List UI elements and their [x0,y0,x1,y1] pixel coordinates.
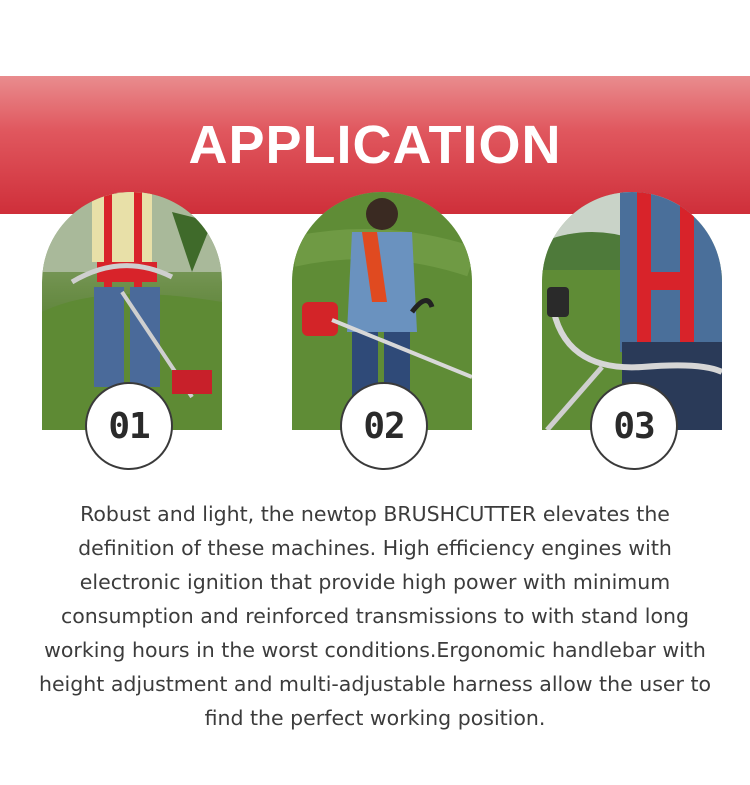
step-badge-1 [85,382,173,470]
product-description: Robust and light, the newtop BRUSHCUTTER elevates the definition of these machines. High efficiency engines with electronic ignition that provide high power with minimum consumption and reinforced transmissions to with stand long working hours in the worst conditions.Ergonomic handlebar with height adjustment and multi-adjustable harness allow the user to find the perfect working position. [38,502,712,730]
step-badge-2 [340,382,428,470]
step-badge-3 [590,382,678,470]
page-title: APPLICATION [188,115,562,175]
step-number-2: 02 [363,405,405,447]
step-number-1: 01 [108,405,150,447]
step-number-3: 03 [613,405,655,447]
